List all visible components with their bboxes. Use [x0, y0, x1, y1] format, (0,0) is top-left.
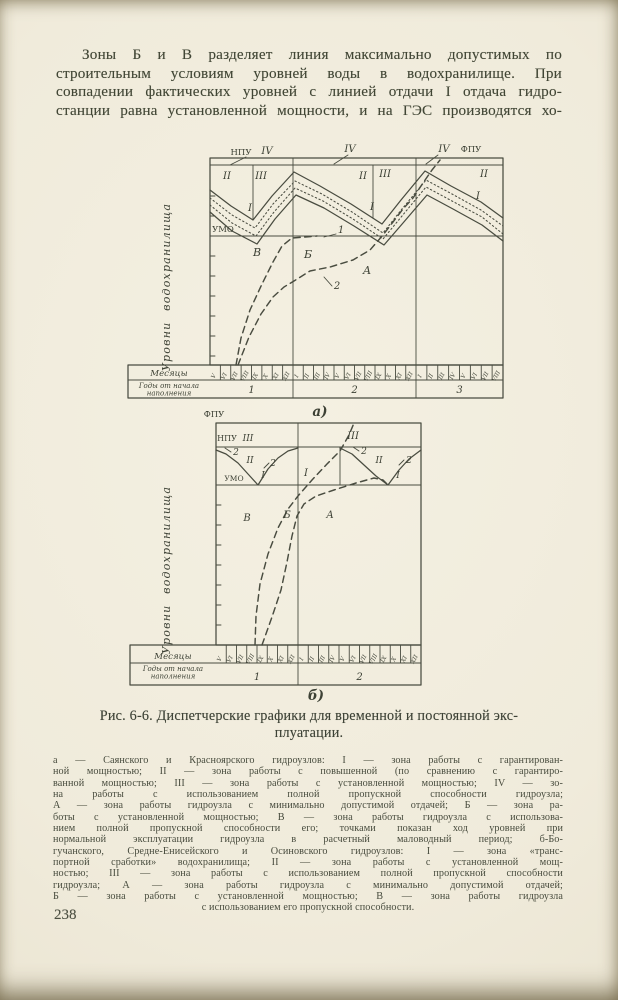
month-label: III: [313, 372, 323, 381]
month-label: II: [308, 656, 317, 663]
month-label: IV: [328, 655, 338, 664]
month-label: X: [267, 656, 276, 663]
month-label: VIII: [245, 653, 257, 666]
month-label: XII: [410, 654, 420, 665]
chart-annotation-label: НПУ: [230, 148, 252, 158]
month-label: V: [460, 373, 468, 380]
month-label: II: [427, 373, 436, 380]
month-label: VII: [354, 371, 364, 382]
month-label: XII: [405, 371, 415, 382]
month-label: IX: [251, 372, 260, 381]
label-leader: [324, 234, 336, 237]
years-row-label: Годы от начала: [142, 665, 204, 673]
caption-detail-line: ностью; III — зона работы с использованием полной пропускной способности: [53, 868, 563, 880]
month-label: V: [216, 656, 224, 663]
caption-detail-line: на работы с использованием полной пропускной способности гидроузла;: [53, 789, 563, 801]
label-leader: [225, 448, 231, 452]
month-label: VII: [359, 654, 369, 665]
month-label: I: [299, 657, 306, 662]
month-label: VI: [344, 372, 353, 381]
month-label: VII: [230, 371, 240, 382]
chart-annotation-label: III: [379, 169, 391, 180]
month-label: II: [303, 373, 312, 380]
month-label: IX: [375, 372, 384, 381]
month-label: I: [417, 374, 424, 379]
figure-caption-title: [55, 708, 563, 741]
month-label: V: [334, 373, 342, 380]
month-label: IV: [449, 372, 458, 381]
chart-annotation-label: ФПУ: [203, 410, 225, 420]
chart-annotation-label: УМО: [212, 225, 234, 235]
month-label: XI: [400, 655, 409, 664]
month-label: VI: [349, 655, 358, 664]
plot-frame: [210, 158, 503, 365]
chart-annotation-label: ФПУ: [460, 145, 482, 155]
series-zone-curve-right: [340, 448, 421, 485]
month-label: XII: [287, 654, 297, 665]
month-label: XI: [395, 372, 404, 381]
years-row-label: наполнения: [146, 389, 192, 398]
chart-annotation-label: УМО: [224, 474, 244, 483]
figure-caption-details: [53, 755, 563, 914]
chart-annotation-label: 2: [270, 459, 276, 469]
month-label: I: [294, 374, 301, 379]
y-axis-label: Уровни водохранилища: [160, 202, 173, 372]
caption-detail-line: нормальной эксплуатации гидроузла в расчетный маловодный период; б-Бо-: [53, 834, 563, 846]
month-label: X: [262, 373, 270, 380]
caption-detail-line: ванной мощностью; III — зона работы с установленной мощностью; IV — зо-: [53, 777, 563, 789]
year-label: 1: [248, 385, 255, 396]
years-row-label: Годы от начала: [138, 382, 200, 390]
chart-annotation-label: II: [223, 171, 231, 182]
chart-annotation-label: I: [304, 468, 308, 479]
series-normal-level-track-1: [210, 180, 503, 233]
caption-detail-line: А — зона работы гидроузла с минимально допустимой отдачей; Б — зона ра-: [53, 800, 563, 812]
month-label: VII: [481, 371, 491, 382]
figure-caption-title-line: плуатации.: [274, 724, 344, 741]
months-row-label: Месяцы: [154, 652, 192, 662]
chart-annotation-label: 2: [333, 281, 341, 292]
caption-detail-line: портной сработки» водохранилища; II — зона работы с установленной мощ-: [53, 857, 563, 869]
intro-line: совпадении фактических уровней с линией отдачи I отдача гидро-: [56, 83, 562, 101]
chart-annotation-label: 2: [406, 456, 412, 466]
month-label: III: [318, 655, 328, 664]
month-label: VII: [236, 654, 246, 665]
month-label: IX: [380, 655, 389, 664]
series-zone-boundary-b-a: [238, 160, 440, 365]
chart-annotation-label: В: [252, 246, 262, 259]
chart-annotation-label: А: [362, 264, 372, 277]
chart-annotation-label: III: [255, 171, 267, 182]
month-label: IX: [257, 655, 266, 664]
chart-annotation-label: IV: [261, 146, 273, 157]
series-zone-boundary-b-a: [262, 478, 388, 645]
month-label: X: [390, 656, 399, 663]
chart-annotation-label: Б: [283, 510, 291, 521]
chart-annotation-label: 2: [361, 447, 367, 457]
series-zone-boundary-v-b: [255, 423, 354, 645]
month-label: IV: [323, 372, 333, 381]
year-label: 2: [351, 385, 358, 396]
month-label: V: [210, 373, 218, 380]
caption-detail-line: Б — зона работы с установленной мощностью; В — зона работы гидроузла: [53, 891, 563, 903]
caption-detail-line: гидроузла; А — зона работы гидроузла с минимально допустимой отдачей;: [53, 879, 563, 891]
month-label: VIII: [240, 370, 251, 383]
chart-annotation-label: I: [261, 471, 265, 481]
chart-annotation-label: I: [476, 191, 480, 202]
chart-annotation-label: II: [480, 169, 488, 180]
label-leader: [353, 447, 359, 451]
caption-detail-line: боты с установленной мощностью; В — зона работы гидроузла с использова-: [53, 811, 563, 823]
chart-annotation-label: III: [242, 434, 254, 444]
year-label: 1: [253, 672, 261, 683]
caption-detail-line: ной мощностью; II — зона работы с повышенной (по сравнению с гарантиро-: [53, 766, 563, 778]
years-row-label: наполнения: [150, 672, 196, 681]
months-row-label: Месяцы: [150, 369, 188, 379]
chart-annotation-label: II: [359, 171, 367, 182]
page-number: 238: [54, 907, 77, 923]
year-label: 2: [356, 672, 363, 683]
chart-annotation-label: 2: [233, 448, 239, 458]
intro-line: строительным условиям уровней воды в водохранилище. При: [56, 64, 562, 82]
month-label: VIII: [491, 370, 502, 383]
intro-line: станции равна установленной мощности, и на ГЭС производятся хо-: [56, 101, 562, 119]
label-leader: [264, 463, 269, 468]
label-leader: [324, 277, 332, 286]
chart-annotation-label: А: [326, 510, 334, 521]
chart-annotation-label: В: [243, 513, 251, 524]
month-label: X: [385, 373, 394, 380]
month-label: VI: [226, 655, 235, 664]
label-leader: [426, 155, 438, 164]
chart-annotation-label: III: [347, 431, 359, 442]
figure-b-dispatcher-chart: [120, 404, 450, 706]
figure-a-dispatcher-chart: [120, 138, 518, 422]
chart-annotation-label: Б: [303, 248, 313, 261]
month-label: XI: [277, 655, 286, 664]
month-label: XII: [282, 371, 292, 382]
y-axis-label: Уровни водохранилища: [160, 485, 173, 655]
figure-caption-title-line: Рис. 6-6. Диспетчерские графики для временной и постоянной экс-: [99, 708, 519, 724]
figure-sub-label: б): [307, 688, 325, 704]
chart-annotation-label: IV: [344, 144, 356, 155]
month-label: VI: [470, 372, 480, 381]
caption-detail-line: а — Саянского и Красноярского гидроузлов: I — зона работы с гарантирован-: [53, 755, 563, 766]
chart-annotation-label: I: [396, 471, 400, 481]
caption-detail-line: нием полной пропускной способности его; точками показан ход уровней при: [53, 823, 563, 835]
intro-paragraph: [56, 46, 562, 120]
chart-annotation-label: 1: [337, 225, 345, 236]
label-leader: [334, 155, 348, 164]
chart-annotation-label: I: [248, 203, 252, 214]
chart-annotation-label: НПУ: [217, 434, 237, 443]
chart-annotation-label: II: [375, 456, 383, 466]
month-label: XI: [272, 372, 281, 381]
chart-annotation-label: II: [246, 456, 254, 466]
month-label: VIII: [363, 370, 375, 383]
chart-annotation-label: IV: [438, 144, 450, 155]
caption-detail-line: с использованием его пропускной способности.: [201, 902, 415, 914]
intro-line: Зоны Б и В разделяет линия максимально допустимых по: [82, 46, 562, 63]
chart-annotation-label: I: [370, 202, 374, 213]
label-leader: [399, 460, 404, 465]
month-label: VIII: [368, 653, 380, 666]
year-label: 3: [456, 385, 463, 396]
figure-sub-label: а): [312, 404, 328, 420]
caption-detail-line: гучанского, Средне-Енисейского и Осиновского гидроузлов: I — зона «транс-: [53, 845, 563, 857]
series-zone-band-lower: [210, 195, 503, 245]
month-label: VI: [220, 372, 229, 381]
month-label: V: [339, 656, 347, 663]
month-label: III: [438, 372, 447, 381]
